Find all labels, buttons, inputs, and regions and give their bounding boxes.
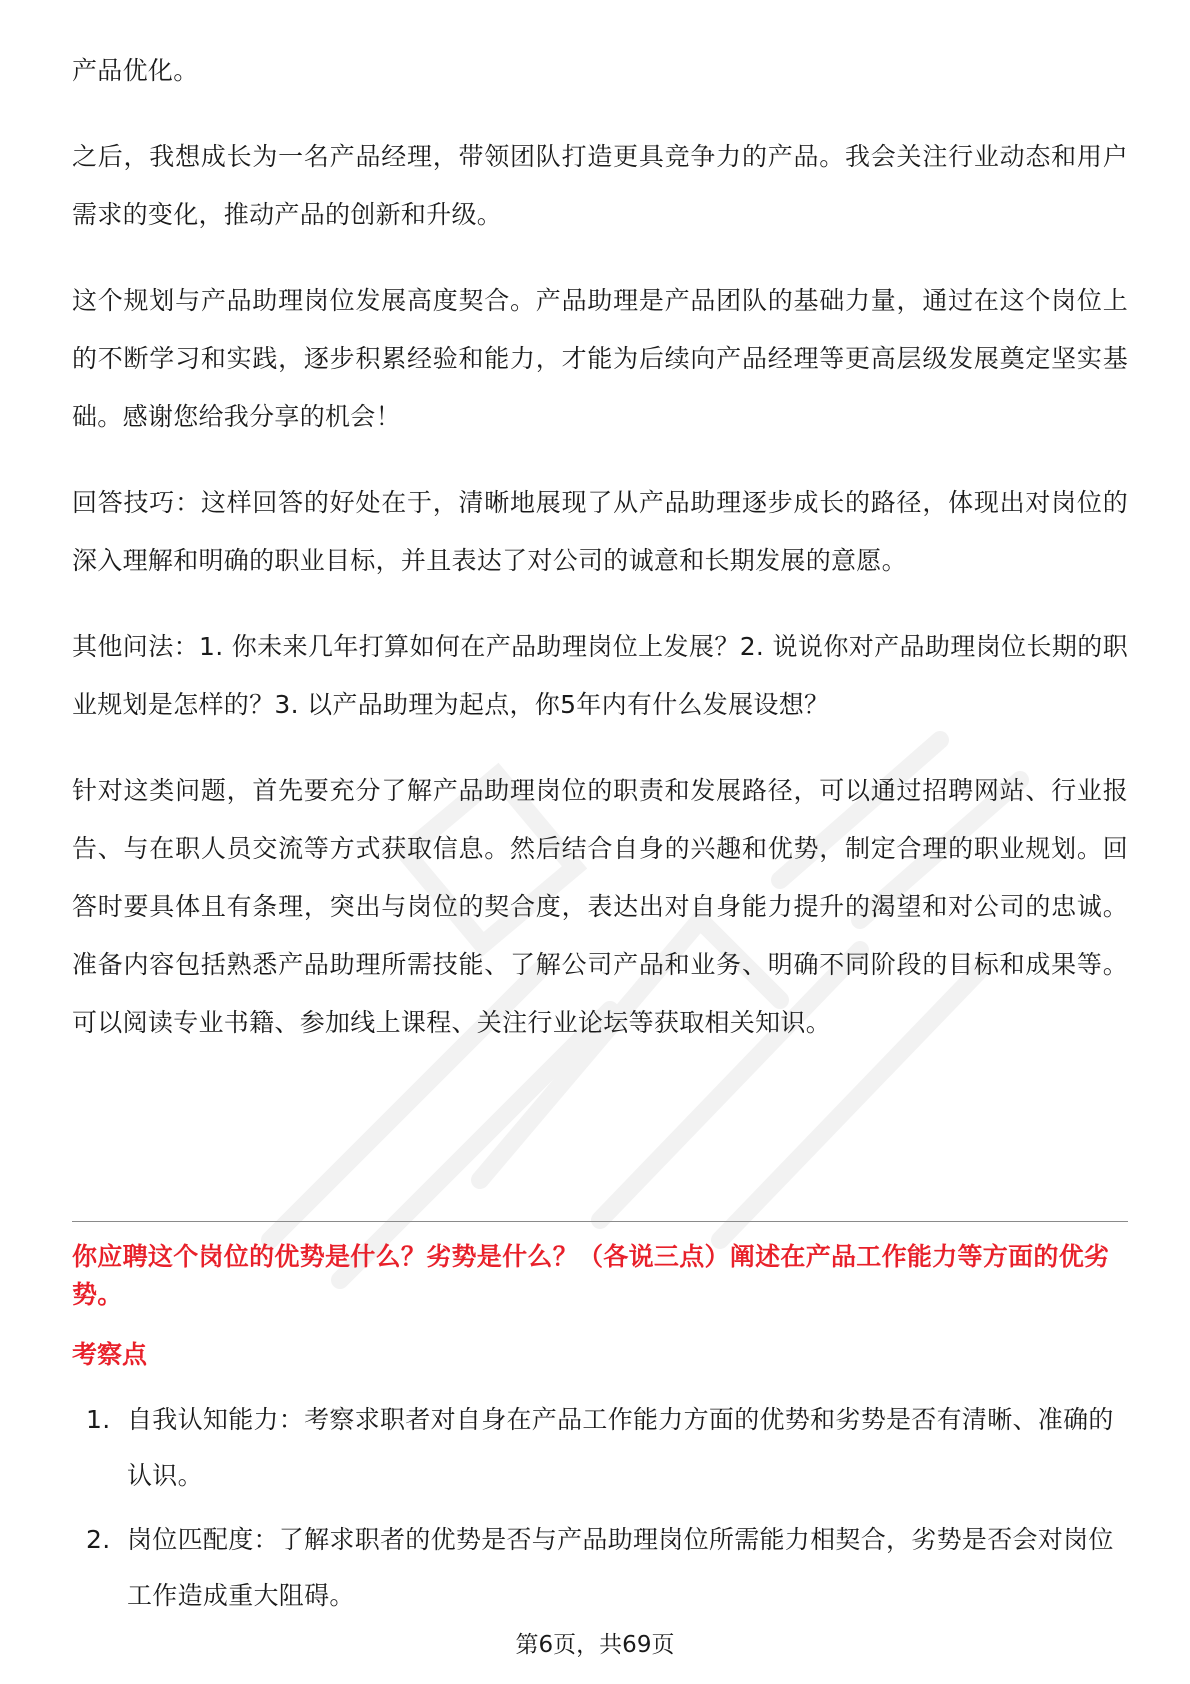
alternative-questions-paragraph: 其他问法：1. 你未来几年打算如何在产品助理岗位上发展？2. 说说你对产品助理岗位长期的职业规划是怎样的？3. 以产品助理为起点，你5年内有什么发展设想？ xyxy=(72,632,1128,719)
list-item-number: 2. xyxy=(86,1525,111,1554)
list-item xyxy=(72,1512,1128,1624)
assessment-points-heading: 考察点 xyxy=(72,1340,148,1369)
section-divider xyxy=(72,1221,1128,1222)
preparation-advice-paragraph: 针对这类问题，首先要充分了解产品助理岗位的职责和发展路径，可以通过招聘网站、行业报告、与在职人员交流等方式获取信息。然后结合自身的兴趣和优势，制定合理的职业规划。回答时要具体且有条理，突出与岗位的契合度，表达出对自身能力提升的渴望和对公司的忠诚。准备内容包括熟悉产品助理所需技能、了解公司产品和业务、明确不同阶段的目标和成果等。可以阅读专业书籍、参加线上课程、关注行业论坛等获取相关知识。 xyxy=(72,776,1128,1037)
list-item-number: 1. xyxy=(86,1405,111,1434)
list-item-text: 岗位匹配度：了解求职者的优势是否与产品助理岗位所需能力相契合，劣势是否会对岗位工作造成重大阻碍。 xyxy=(127,1525,1114,1610)
page-number: 第6页，共69页 xyxy=(515,1632,675,1658)
paragraph: 产品优化。 xyxy=(72,56,199,85)
list-item-text: 自我认知能力：考察求职者对自身在产品工作能力方面的优势和劣势是否有清晰、准确的认识。 xyxy=(127,1405,1114,1490)
paragraph: 之后，我想成长为一名产品经理，带领团队打造更具竞争力的产品。我会关注行业动态和用户需求的变化，推动产品的创新和升级。 xyxy=(72,142,1128,229)
answer-tips-paragraph: 回答技巧：这样回答的好处在于，清晰地展现了从产品助理逐步成长的路径，体现出对岗位的深入理解和明确的职业目标，并且表达了对公司的诚意和长期发展的意愿。 xyxy=(72,488,1128,575)
question-section xyxy=(72,1238,1128,1632)
list-item xyxy=(72,1392,1128,1504)
assessment-points-list xyxy=(72,1392,1128,1624)
paragraph: 这个规划与产品助理岗位发展高度契合。产品助理是产品团队的基础力量，通过在这个岗位上的不断学习和实践，逐步积累经验和能力，才能为后续向产品经理等更高层级发展奠定坚实基础。感谢您给我分享的机会！ xyxy=(72,286,1128,431)
body-text xyxy=(72,42,1128,1080)
question-heading: 你应聘这个岗位的优势是什么？劣势是什么？（各说三点）阐述在产品工作能力等方面的优劣势。 xyxy=(72,1242,1110,1309)
